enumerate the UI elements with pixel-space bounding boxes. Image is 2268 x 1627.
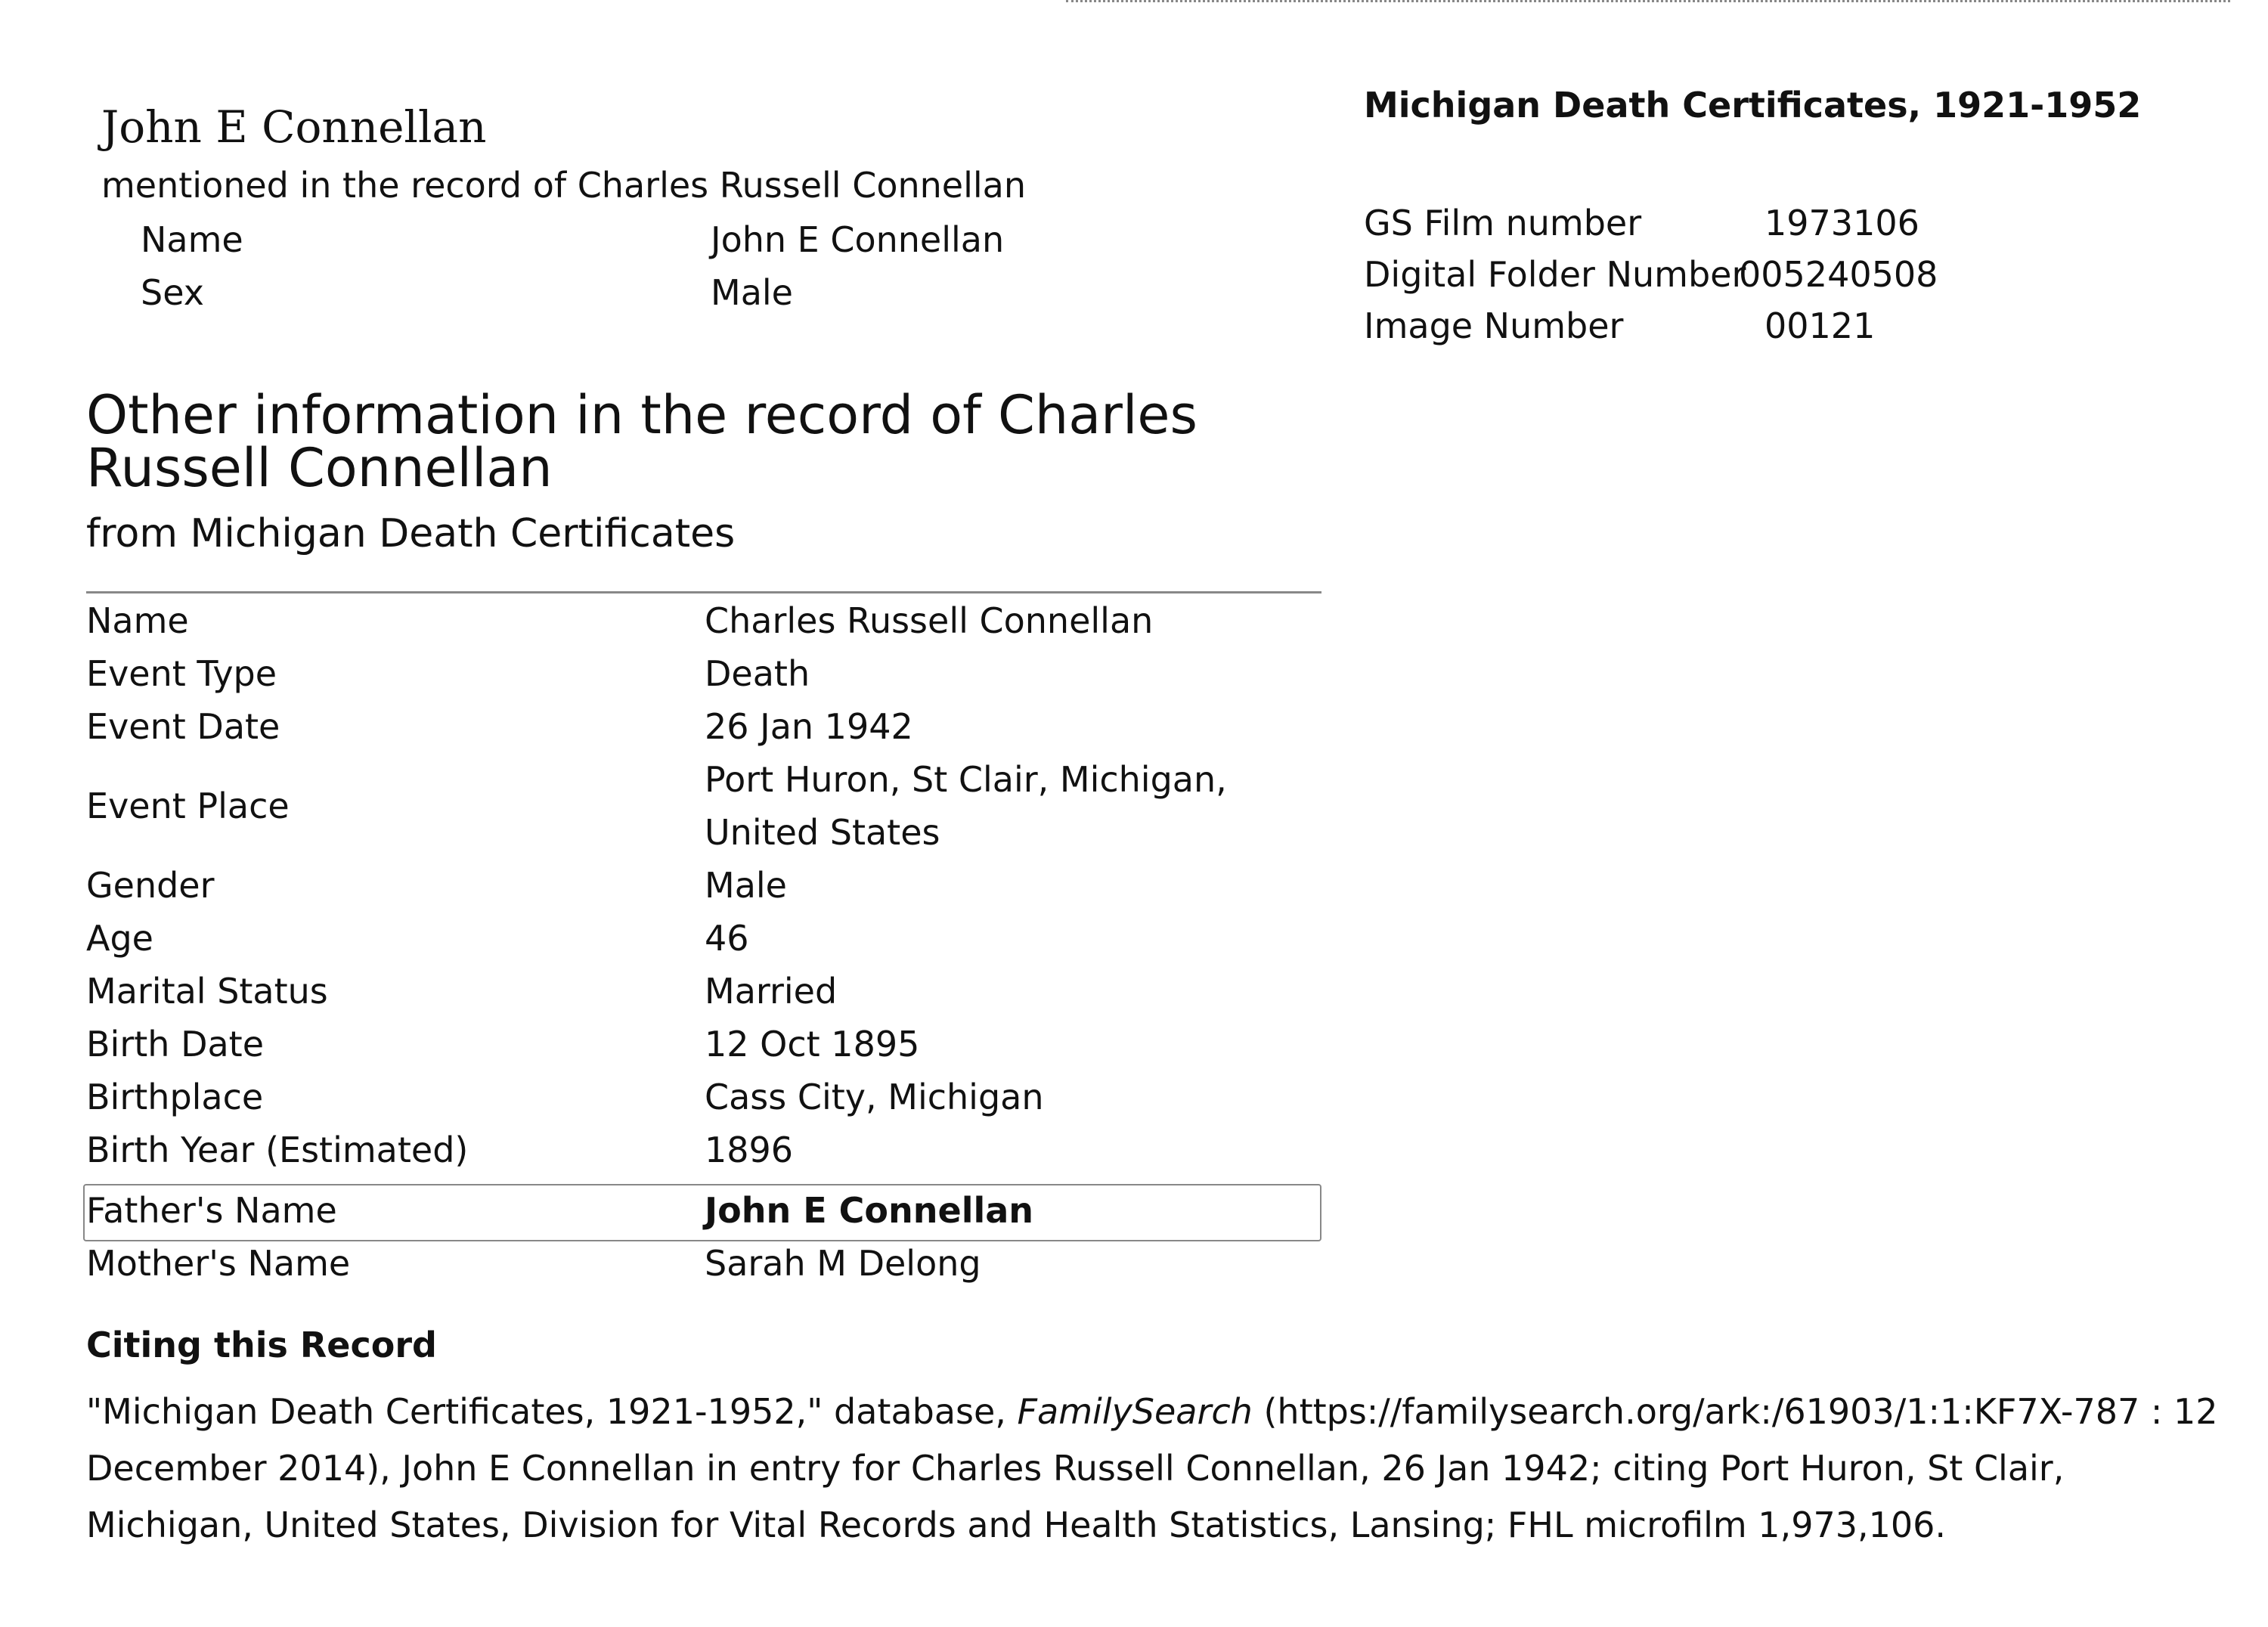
- citation-source: FamilySearch: [1017, 1391, 1253, 1432]
- film-value: 00121: [1765, 305, 1876, 346]
- record-value: Port Huron, St Clair, Michigan, United States: [705, 759, 1227, 853]
- record-heading: Other information in the record of Charles Russell Connellan: [86, 384, 1198, 499]
- record-label: Father's Name: [86, 1190, 337, 1231]
- record-label: Gender: [86, 865, 215, 906]
- film-value: 005240508: [1739, 254, 1938, 295]
- top-dotted-rule: [1066, 0, 2230, 2]
- record-value: John E Connellan: [705, 1190, 1034, 1231]
- film-label: Digital Folder Number: [1364, 254, 1746, 295]
- field-label: Name: [141, 219, 243, 260]
- record-value: 26 Jan 1942: [705, 706, 913, 747]
- record-label: Birth Year (Estimated): [86, 1130, 469, 1170]
- record-value: 1896: [705, 1130, 794, 1170]
- record-label: Birth Date: [86, 1024, 265, 1065]
- record-value: Married: [705, 971, 838, 1012]
- citation-part-2: (https://familysearch.org/ark:/61903/1:1:KF7X-787 : 12 December 2014), John E Connellan in entry for Charles Russell Connellan, 26 Jan 1942; citing Port Huron, St Clair, Michigan, United States, Division for Vital Records and Health Statistics, Lansing; FHL microfilm 1,973,106.: [86, 1391, 2218, 1545]
- record-value: 46: [705, 918, 749, 959]
- record-value: Cass City, Michigan: [705, 1077, 1044, 1117]
- record-label: Birthplace: [86, 1077, 264, 1117]
- record-label: Mother's Name: [86, 1243, 351, 1284]
- citation-heading: Citing this Record: [86, 1325, 437, 1365]
- record-value: Charles Russell Connellan: [705, 600, 1154, 641]
- record-subheading: from Michigan Death Certificates: [86, 511, 736, 556]
- record-value: Sarah M Delong: [705, 1243, 981, 1284]
- citation-part-1: "Michigan Death Certificates, 1921-1952," database,: [86, 1391, 1018, 1432]
- record-value: Male: [705, 865, 787, 906]
- citation-text: [86, 1384, 2226, 1554]
- record-label: Name: [86, 600, 189, 641]
- record-divider: [86, 591, 1321, 593]
- field-label: Sex: [141, 272, 204, 313]
- mention-text: mentioned in the record of Charles Russell Connellan: [101, 165, 1026, 206]
- record-label: Marital Status: [86, 971, 328, 1012]
- person-name: John E Connellan: [101, 101, 487, 153]
- record-value: 12 Oct 1895: [705, 1024, 920, 1065]
- field-value: John E Connellan: [711, 219, 1005, 260]
- record-value: Death: [705, 653, 810, 694]
- record-label: Event Date: [86, 706, 280, 747]
- record-label: Event Place: [86, 786, 290, 826]
- field-value: Male: [711, 272, 793, 313]
- film-value: 1973106: [1765, 203, 1919, 243]
- record-label: Event Type: [86, 653, 277, 694]
- record-label: Age: [86, 918, 153, 959]
- collection-title: Michigan Death Certificates, 1921-1952: [1364, 85, 2142, 126]
- film-label: GS Film number: [1364, 203, 1642, 243]
- film-label: Image Number: [1364, 305, 1624, 346]
